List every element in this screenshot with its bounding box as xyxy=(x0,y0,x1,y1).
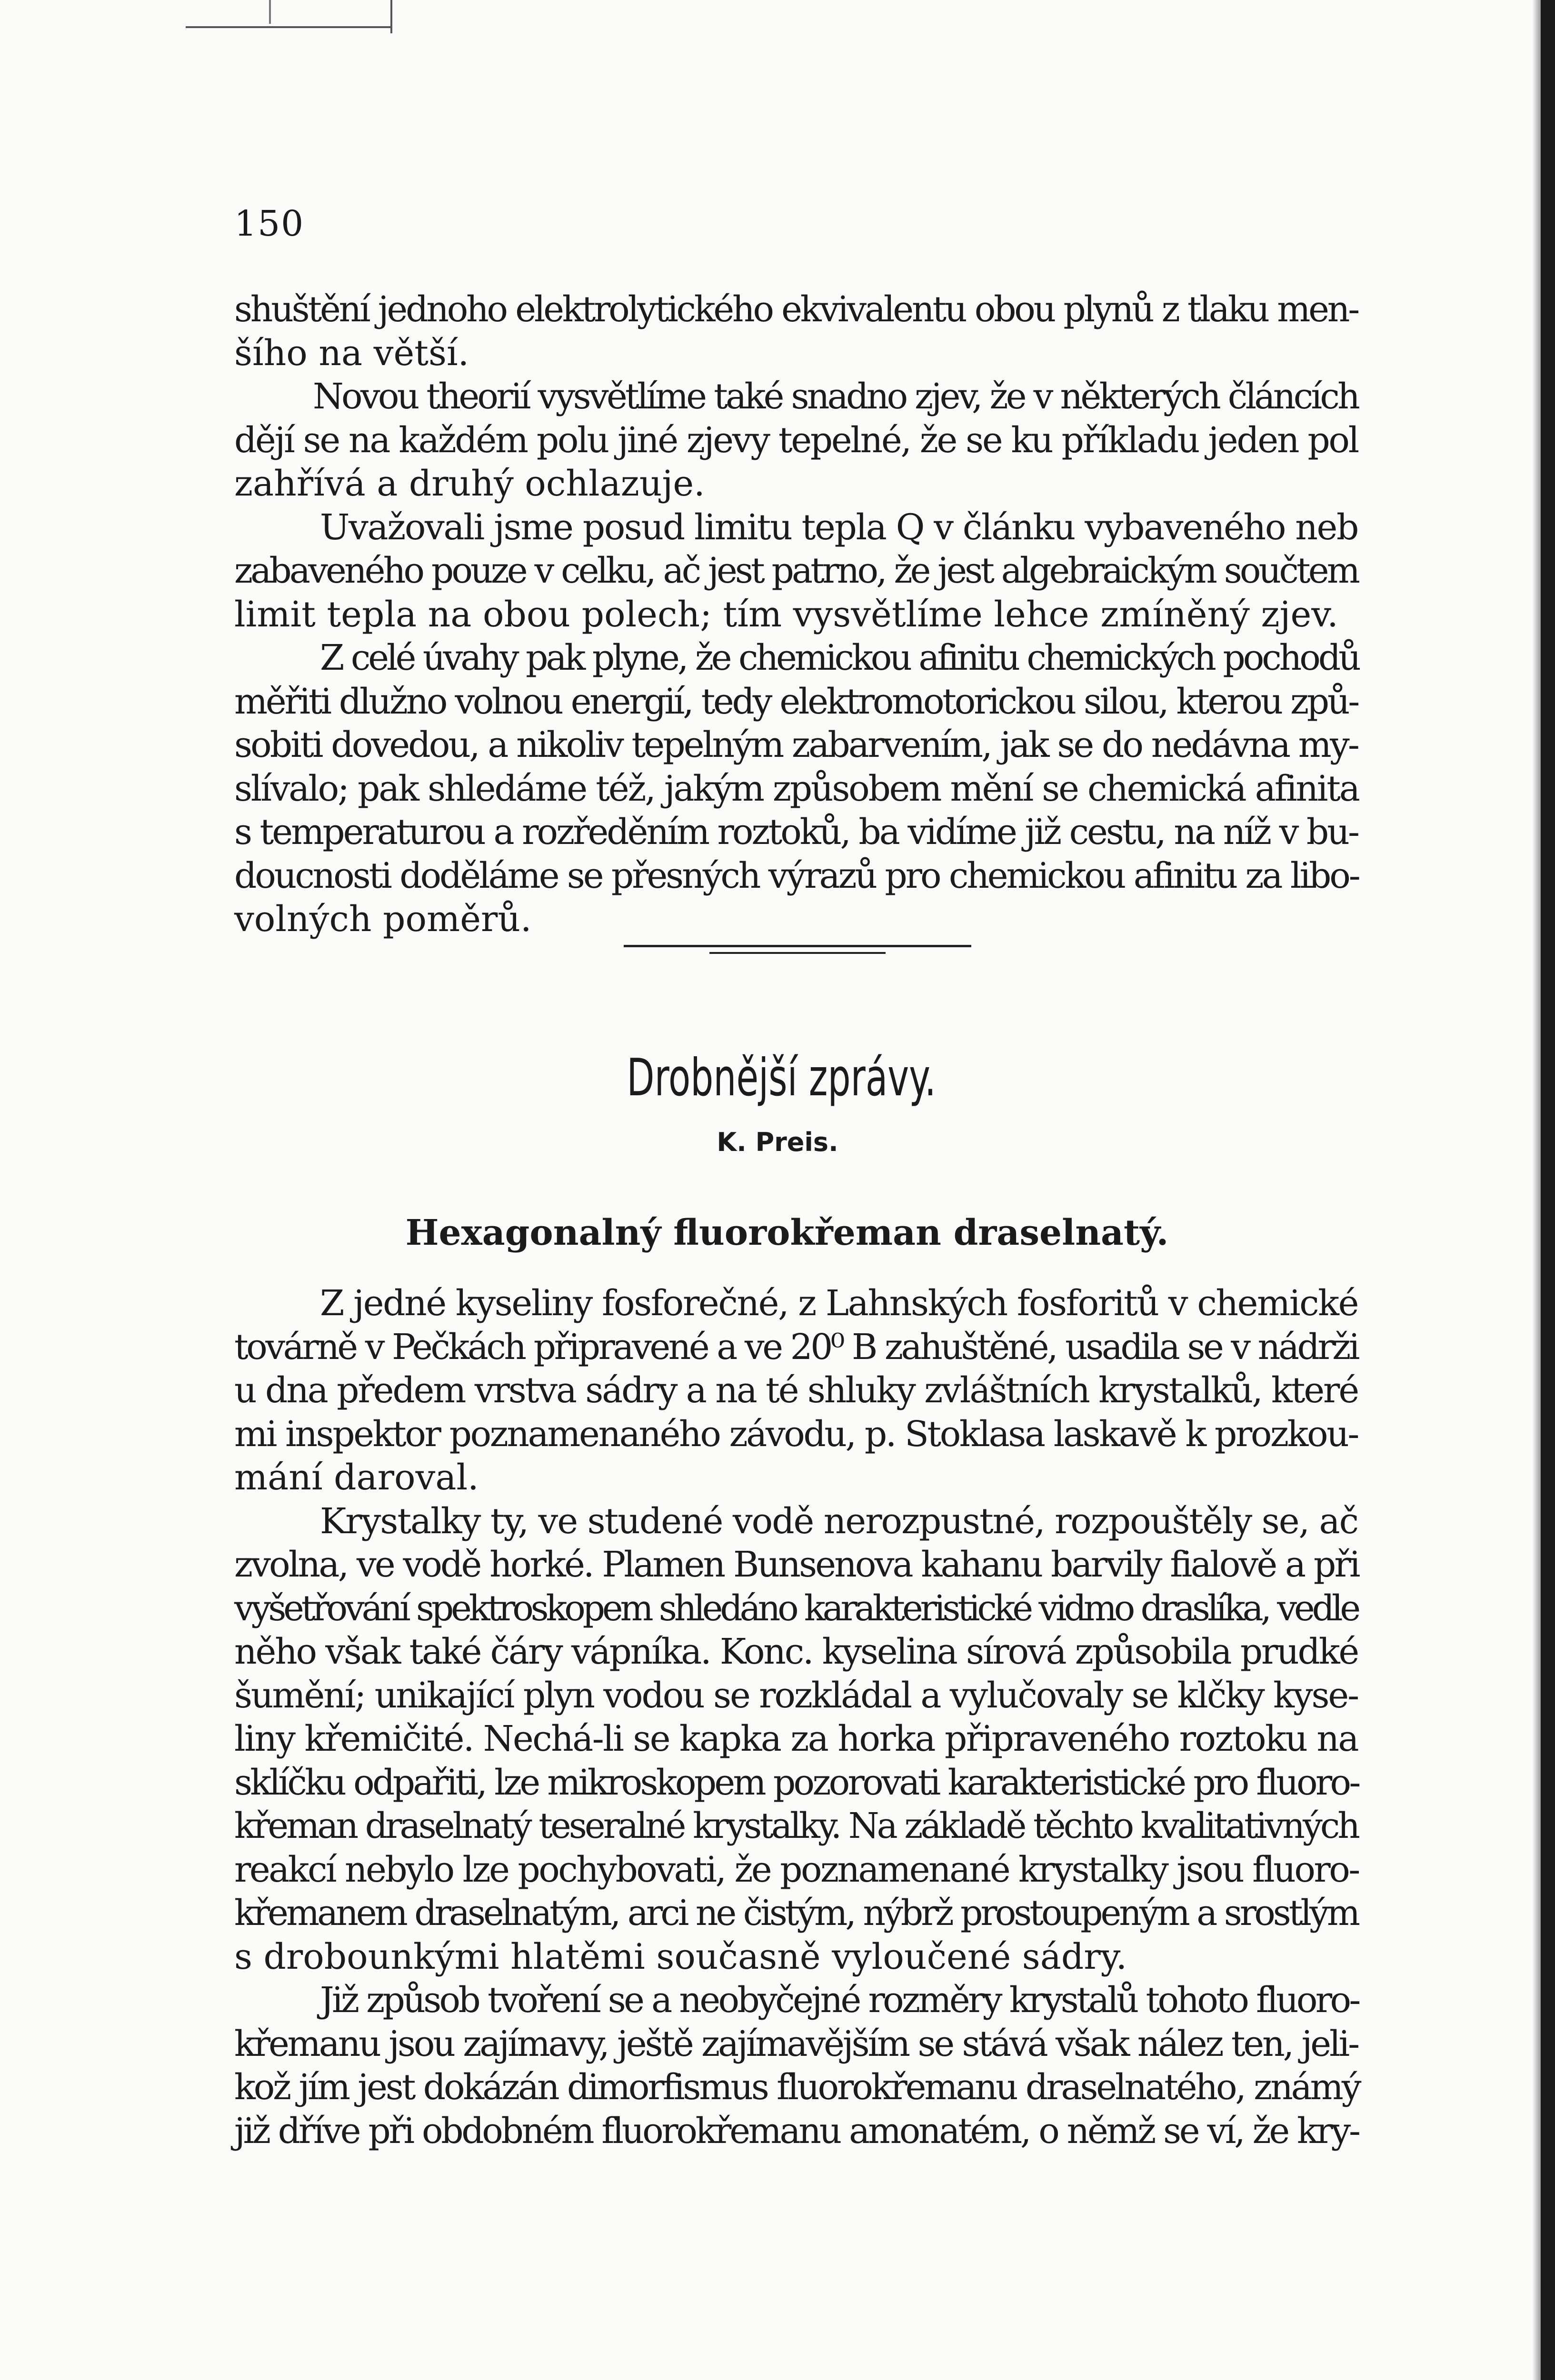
text-line: zabaveného pouze v celku, ač jest patrno, že jest algebraickým součtem xyxy=(234,550,1358,591)
text-line: sobiti dovedou, a nikoliv tepelným zabarvením, jak se do nedávna my- xyxy=(234,724,1358,765)
scan-edge xyxy=(1541,0,1555,2380)
body-text-top xyxy=(234,288,1358,942)
text-line: něho však také čáry vápníka. Konc. kyselina sírová způsobila prudké xyxy=(234,1631,1358,1672)
text-line: limit tepla na obou polech; tím vysvětlíme lehce zmíněný zjev. xyxy=(234,594,1338,635)
section-divider xyxy=(624,945,971,959)
text-line: Z celé úvahy pak plyne, že chemickou afinitu chemických pochodů xyxy=(320,637,1359,678)
scan-corner-mark xyxy=(269,0,271,24)
scan-edge-shadow xyxy=(1532,0,1541,2380)
text-line: s drobounkými hlatěmi současně vyloučené sádry. xyxy=(234,1936,1127,1977)
paragraph xyxy=(234,1979,1358,2153)
page-number: 150 xyxy=(234,203,305,244)
text-line: sklíčku odpařiti, lze mikroskopem pozorovati karakteristické pro fluoro- xyxy=(234,1762,1359,1803)
text-line: doucnosti doděláme se přesných výrazů pro chemickou afinitu za libo- xyxy=(234,855,1359,896)
text-line: shuštění jednoho elektrolytického ekvivalentu obou plynů z tlaku men- xyxy=(234,289,1358,330)
text-line: továrně v Pečkách připravené a ve 20⁰ B zahuštěné, usadila se v nádrži xyxy=(234,1326,1358,1368)
text-line: mi inspektor poznamenaného závodu, p. Stoklasa laskavě k prozkou- xyxy=(234,1413,1358,1455)
paragraph xyxy=(234,636,1358,942)
text-line: Uvažovali jsme posud limitu tepla Q v článku vybaveného neb xyxy=(320,506,1358,548)
paragraph xyxy=(234,375,1358,506)
text-line: křeman draselnatý teseralné krystalky. Na základě těchto kvalitativných xyxy=(234,1805,1358,1846)
text-line: křemanu jsou zajímavy, ještě zajímavějším se stává však nález ten, jeli- xyxy=(234,2023,1358,2064)
paragraph xyxy=(234,1282,1358,1500)
text-line: volných poměrů. xyxy=(234,899,532,940)
author: K. Preis. xyxy=(717,1127,838,1157)
article-title: Hexagonalný fluorokřeman draselnatý. xyxy=(405,1212,1169,1253)
scan-corner-mark xyxy=(390,0,392,33)
text-line: Krystalky ty, ve studené vodě nerozpustné, rozpouštěly se, ač xyxy=(320,1500,1358,1542)
text-line: zvolna, ve vodě horké. Plamen Bunsenova kahanu barvily fialově a při xyxy=(234,1544,1359,1585)
text-line: šumění; unikající plyn vodou se rozkládal a vylučovaly se klčky kyse- xyxy=(234,1675,1358,1716)
text-line: vyšetřování spektroskopem shledáno karakteristické vidmo draslíka, vedle xyxy=(234,1587,1358,1629)
text-line: dějí se na každém polu jiné zjevy tepelné, že se ku příkladu jeden pol xyxy=(234,419,1358,461)
section-title: Drobnější zprávy. xyxy=(627,1048,936,1108)
text-line: liny křemičité. Nechá-li se kapka za horka připraveného roztoku na xyxy=(234,1718,1358,1759)
scan-corner-mark xyxy=(186,26,390,28)
text-line: mání daroval. xyxy=(234,1457,479,1498)
text-line: slívalo; pak shledáme též, jakým způsobem mění se chemická afinita xyxy=(234,768,1359,809)
text-line: kož jím jest dokázán dimorfismus fluorokřemanu draselnatého, známý xyxy=(234,2067,1360,2108)
body-text-bottom xyxy=(234,1282,1358,2153)
text-line: Již způsob tvoření se a neobyčejné rozměry krystalů tohoto fluoro- xyxy=(320,1980,1359,2021)
text-line: s temperaturou a rozředěním roztoků, ba vidíme již cestu, na níž v bu- xyxy=(234,812,1358,853)
text-line: zahřívá a druhý ochlazuje. xyxy=(234,463,705,504)
paragraph xyxy=(234,506,1358,637)
paragraph xyxy=(234,288,1358,375)
text-line: reakcí nebylo lze pochybovati, že poznamenané krystalky jsou fluoro- xyxy=(234,1849,1359,1890)
text-line: křemanem draselnatým, arci ne čistým, nýbrž prostoupeným a srostlým xyxy=(234,1893,1358,1934)
paragraph xyxy=(234,1500,1358,1979)
text-line: Novou theorií vysvětlíme také snadno zjev, že v některých článcích xyxy=(313,376,1358,417)
text-line: šího na větší. xyxy=(234,332,469,374)
text-line: Z jedné kyseliny fosforečné, z Lahnských fosforitů v chemické xyxy=(320,1283,1358,1324)
text-line: již dříve při obdobném fluorokřemanu amonatém, o němž se ví, že kry- xyxy=(234,2110,1359,2152)
text-line: u dna předem vrstva sádry a na té shluky zvláštních krystalků, které xyxy=(234,1370,1358,1411)
text-line: měřiti dlužno volnou energií, tedy elektromotorickou silou, kterou způ- xyxy=(234,681,1358,722)
